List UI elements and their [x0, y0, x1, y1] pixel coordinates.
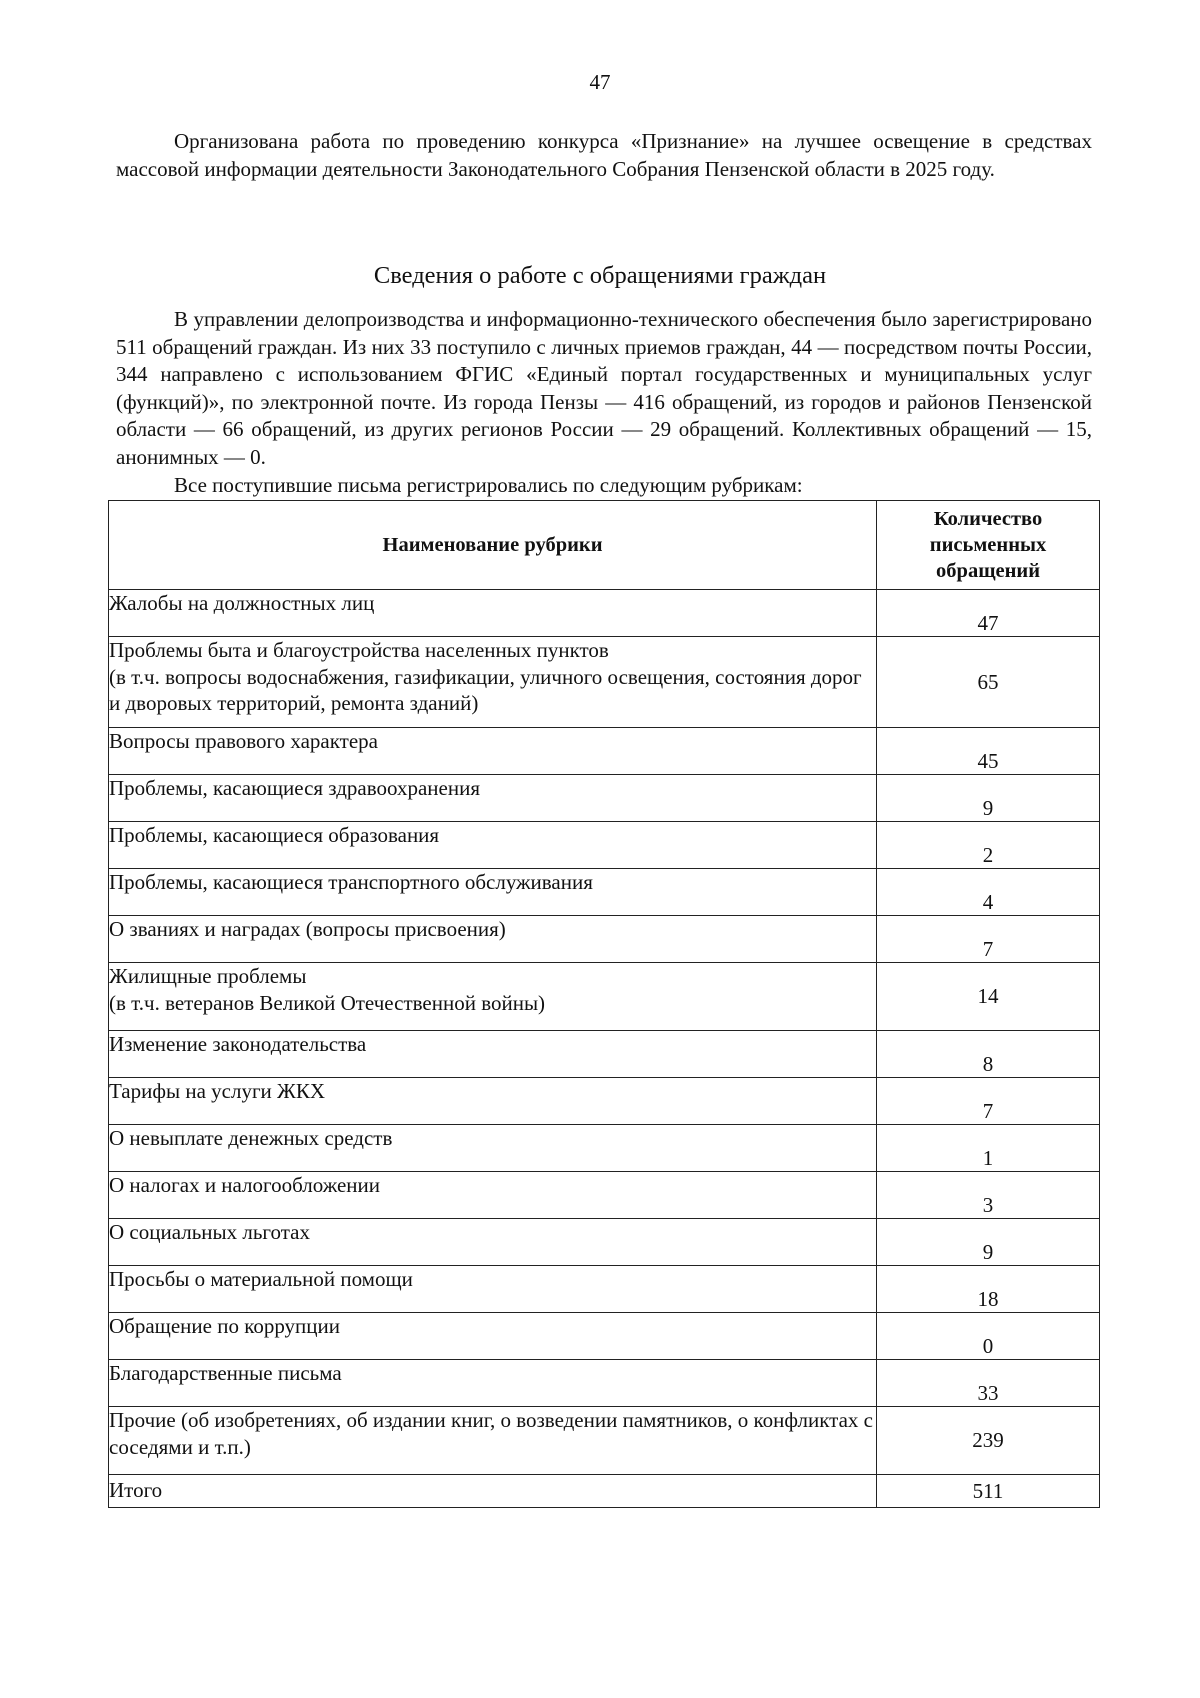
table-total-row: [109, 1475, 1100, 1508]
rubric-count: 33: [877, 1360, 1100, 1407]
table-row: [109, 1266, 1100, 1313]
table-row: [109, 869, 1100, 916]
rubric-name-line: Жилищные проблемы (в т.ч. ветеранов Великой Отечественной войны): [109, 964, 546, 1015]
rubric-name-line: Проблемы быта и благоустройства населенных пунктов (в т.ч. вопросы водоснабжения, газификации, уличного освещения, состояния дорог и дворовых территорий, ремонта зданий): [109, 638, 862, 715]
statistics-paragraph: В управлении делопроизводства и информационно-технического обеспечения было зарегистрировано 511 обращений граждан. Из них 33 поступило с личных приемов граждан, 44 — посредством почты России, 344 направлено с использованием ФГИС «Единый портал государственных и муниципальных услуг (функций)», по электронной почте. Из города Пензы — 416 обращений, из городов и районов Пензенской области — 66 обращений, из других регионов России — 29 обращений. Коллективных обращений — 15, анонимных — 0.: [116, 307, 1092, 469]
rubric-name: Жалобы на должностных лиц: [109, 590, 877, 637]
rubric-name: Проблемы, касающиеся транспортного обслуживания: [109, 869, 877, 916]
rubric-name: Вопросы правового характера: [109, 728, 877, 775]
rubric-count: 239: [877, 1407, 1100, 1475]
rubric-name: О налогах и налогообложении: [109, 1172, 877, 1219]
rubric-count: 7: [877, 916, 1100, 963]
table-row: [109, 916, 1100, 963]
rubric-count: 1: [877, 1125, 1100, 1172]
table-row: [109, 1078, 1100, 1125]
rubric-count: 3: [877, 1172, 1100, 1219]
table-row: [109, 1125, 1100, 1172]
rubric-name: Проблемы, касающиеся образования: [109, 822, 877, 869]
total-count: 511: [877, 1475, 1100, 1508]
rubric-count: 47: [877, 590, 1100, 637]
rubric-name: Обращение по коррупции: [109, 1313, 877, 1360]
rubric-name: О невыплате денежных средств: [109, 1125, 877, 1172]
header-letter-count-text: Количество письменных обращений: [929, 508, 1047, 582]
rubric-name: [109, 637, 877, 728]
rubric-name: Проблемы, касающиеся здравоохранения: [109, 775, 877, 822]
table-row: [109, 822, 1100, 869]
rubric-count: 9: [877, 775, 1100, 822]
table-row: [109, 775, 1100, 822]
rubric-count: 0: [877, 1313, 1100, 1360]
table-row: [109, 1031, 1100, 1078]
table-header-row: [109, 501, 1100, 590]
rubric-name: Изменение законодательства: [109, 1031, 877, 1078]
table-row: [109, 1360, 1100, 1407]
rubric-name: Просьбы о материальной помощи: [109, 1266, 877, 1313]
table-row: [109, 1407, 1100, 1475]
intro-paragraph: Организована работа по проведению конкурса «Признание» на лучшее освещение в средствах массовой информации деятельности Законодательного Собрания Пензенской области в 2025 году.: [116, 129, 1092, 181]
rubric-count: 65: [877, 637, 1100, 728]
rubric-name: [109, 963, 877, 1031]
rubric-name: О социальных льготах: [109, 1219, 877, 1266]
rubric-count: 8: [877, 1031, 1100, 1078]
table-row: [109, 637, 1100, 728]
rubric-count: 14: [877, 963, 1100, 1031]
rubric-name: Благодарственные письма: [109, 1360, 877, 1407]
rubric-count: 2: [877, 822, 1100, 869]
table-row: [109, 1313, 1100, 1360]
header-letter-count: [877, 501, 1100, 590]
rubric-count: 45: [877, 728, 1100, 775]
section-heading: Сведения о работе с обращениями граждан: [373, 262, 827, 289]
table-row: [109, 1219, 1100, 1266]
rubric-name: О званиях и наградах (вопросы присвоения): [109, 916, 877, 963]
rubrics-table: [108, 500, 1100, 1508]
table-row: [109, 590, 1100, 637]
table-intro-paragraph: Все поступившие письма регистрировались по следующим рубрикам:: [174, 473, 803, 497]
total-label: Итого: [109, 1475, 877, 1508]
page-number: 47: [589, 70, 611, 94]
rubric-count: 4: [877, 869, 1100, 916]
rubric-count: 9: [877, 1219, 1100, 1266]
rubric-count: 18: [877, 1266, 1100, 1313]
rubric-name: Тарифы на услуги ЖКХ: [109, 1078, 877, 1125]
rubric-count: 7: [877, 1078, 1100, 1125]
header-rubric-name: Наименование рубрики: [109, 501, 877, 590]
table-row: [109, 728, 1100, 775]
rubric-name: Прочие (об изобретениях, об издании книг, о возведении памятников, о конфликтах с соседями и т.п.): [109, 1407, 877, 1475]
table-row: [109, 963, 1100, 1031]
table-row: [109, 1172, 1100, 1219]
